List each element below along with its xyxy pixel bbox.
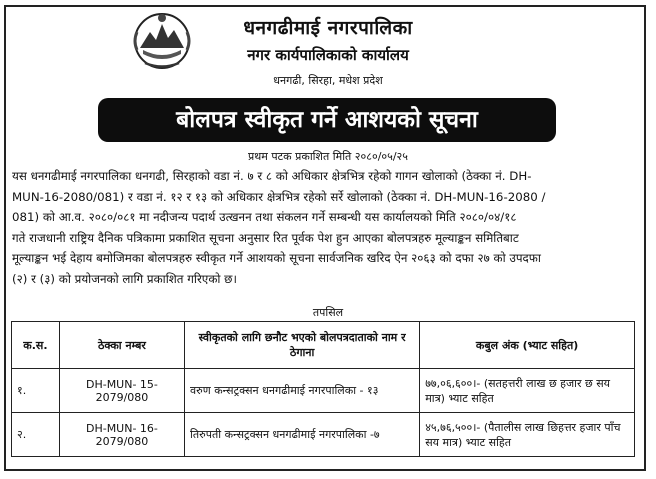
body-line: 081) को आ.व. २०८०/०८१ मा नदीजन्य पदार्थ उत्खनन तथा संकलन गर्ने सम्बन्धी यस कार्यालयको मिति २०८०/०४/१८ [12, 210, 517, 225]
office-address: धनगढी, सिरहा, मधेश प्रदेश [273, 74, 383, 87]
cell-bid-amount: ४५,७६,५००।- (पैतालीस लाख छिहत्तर हजार पाँच सय मात्र) भ्याट सहित [420, 413, 635, 457]
body-line: मूल्याङ्कन भई देहाय बमोजिमका बोलपत्रहरु स्वीकृत गर्ने आशयको सूचना सार्वजनिक खरिद ऐन २०६३ को दफा २७ को उपदफा [12, 251, 541, 266]
body-line: (२) र (३) को प्रयोजनको लागि प्रकाशित गरिएको छ। [12, 271, 237, 286]
header-serial: क.स. [12, 322, 60, 369]
header-contract-number: ठेक्का नम्बर [59, 322, 184, 369]
tender-table [11, 321, 635, 457]
body-line: गते राजधानी राष्ट्रिय दैनिक पत्रिकामा प्रकाशित सूचना अनुसार रित पूर्वक पेश हुन आएका बोलपत्रहरु मूल्याङ्कन समितिबाट [12, 230, 519, 245]
header-bidder-name: स्वीकृतको लागि छनौट भएको बोलपत्रदाताको नाम र ठेगाना [185, 322, 420, 369]
header-bid-amount: कबुल अंक (भ्याट सहित) [420, 322, 635, 369]
details-heading: तपसिल [312, 306, 344, 319]
table-header-row [12, 322, 635, 369]
cell-bidder-name: तिरुपती कन्सट्रक्सन धनगढीमाई नगरपालिका -७ [185, 413, 420, 457]
cell-contract-number: DH-MUN- 15-2079/080 [59, 369, 184, 413]
cell-contract-number: DH-MUN- 16-2079/080 [59, 413, 184, 457]
table-row [12, 369, 635, 413]
cell-bidder-name: वरुण कन्सट्रक्सन धनगढीमाई नगरपालिका - १३ [185, 369, 420, 413]
cell-serial: २. [12, 413, 60, 457]
body-line: यस धनगढीमाई नगरपालिका धनगढी, सिरहाको वडा नं. ७ र ८ को अधिकार क्षेत्रभित्र रहेको गागन खोलाको (ठेक्का नं. DH- [12, 169, 532, 183]
notice-title-banner: बोलपत्र स्वीकृत गर्ने आशयको सूचना [98, 98, 556, 142]
publish-date: प्रथम पटक प्रकाशित मिति २०८०/०५/२५ [248, 150, 408, 163]
body-line: MUN-16-2080/081) र वडा नं. १२ र १३ को अधिकार क्षेत्रभित्र रहेको सर्रे खोलाको (ठेक्का नं. DH-MUN-16-2080 / [12, 189, 546, 204]
table-row [12, 413, 635, 457]
cell-bid-amount: ७७,०६,६००।- (सतहत्तरी लाख छ हजार छ सय मात्र) भ्याट सहित [420, 369, 635, 413]
notice-body [12, 166, 636, 290]
office-name: नगर कार्यपालिकाको कार्यालय [247, 46, 409, 64]
cell-serial: १. [12, 369, 60, 413]
organization-name: धनगढीमाई नगरपालिका [243, 17, 413, 39]
